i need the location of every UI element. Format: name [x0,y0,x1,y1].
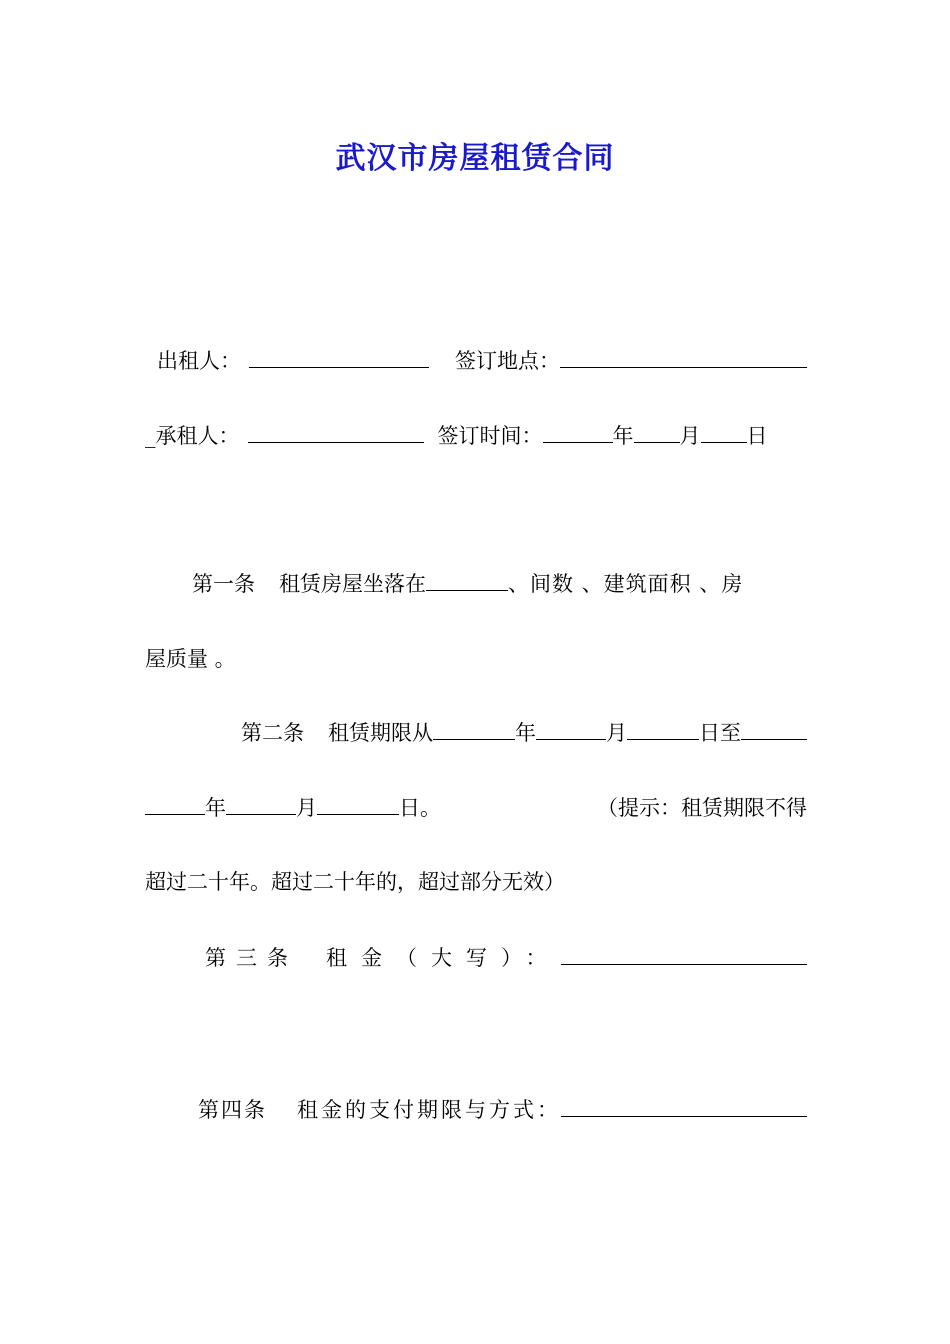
article1-text-b: 、间数 、建筑面积 、房 [508,572,744,596]
article1-text-a: 租赁房屋坐落在 [279,572,426,596]
end-day-blank [317,792,399,815]
lessor-blank [249,345,429,368]
lessor-label: 出租人： [157,349,241,373]
article3-label: 第三条 [205,946,298,970]
article4-line [145,1094,807,1125]
article1-line1 [145,568,807,599]
lessor-line [145,345,807,376]
article1-label: 第一条 [192,572,255,596]
article2-note-a: （提示：租赁期限不得 [597,796,807,820]
article3-text: 租金（大写）： [326,946,561,970]
sign-year-label: 年 [612,424,634,448]
sign-month-label: 月 [679,424,701,448]
lessee-line [145,420,807,451]
sign-time-label: 签订时间： [437,424,543,448]
article2-text-a: 租赁期限从 [328,721,433,745]
article2-note-b: 超过二十年。超过二十年的，超过部分无效） [145,870,565,894]
sign-day-label: 日 [746,424,768,448]
article1-location-blank [426,568,508,591]
start-day-to-label: 日至 [699,721,741,745]
article2-label: 第二条 [241,721,304,745]
article2-line1 [145,717,807,748]
article4-text: 租金的支付期限与方式： [297,1098,561,1122]
sign-year-blank [543,420,613,443]
end-month-label: 月 [296,796,317,820]
article2-line3 [145,867,807,897]
start-year-label: 年 [515,721,536,745]
sign-day-blank [701,420,747,443]
start-day-blank [627,717,699,740]
article3-line [145,942,807,973]
lessee-label: _承租人： [145,424,240,448]
end-month-blank [226,792,296,815]
end-year-blank-b [145,792,205,815]
sign-month-blank [634,420,680,443]
article2-line2 [145,792,807,823]
end-year-label: 年 [205,796,226,820]
article1-text-c: 屋质量 。 [145,647,236,671]
sign-place-label: 签订地点： [455,349,560,373]
start-year-blank [433,717,515,740]
document-title: 武汉市房屋租赁合同 [335,141,615,176]
start-month-blank [536,717,606,740]
sign-place-blank [560,345,807,368]
rent-amount-blank [561,942,808,965]
payment-method-blank [561,1094,807,1117]
end-year-blank-a [741,717,807,740]
article1-line2 [145,644,807,674]
lessee-blank [248,420,424,443]
end-day-label: 日。 [399,796,441,820]
article4-label: 第四条 [198,1098,267,1122]
start-month-label: 月 [606,721,627,745]
